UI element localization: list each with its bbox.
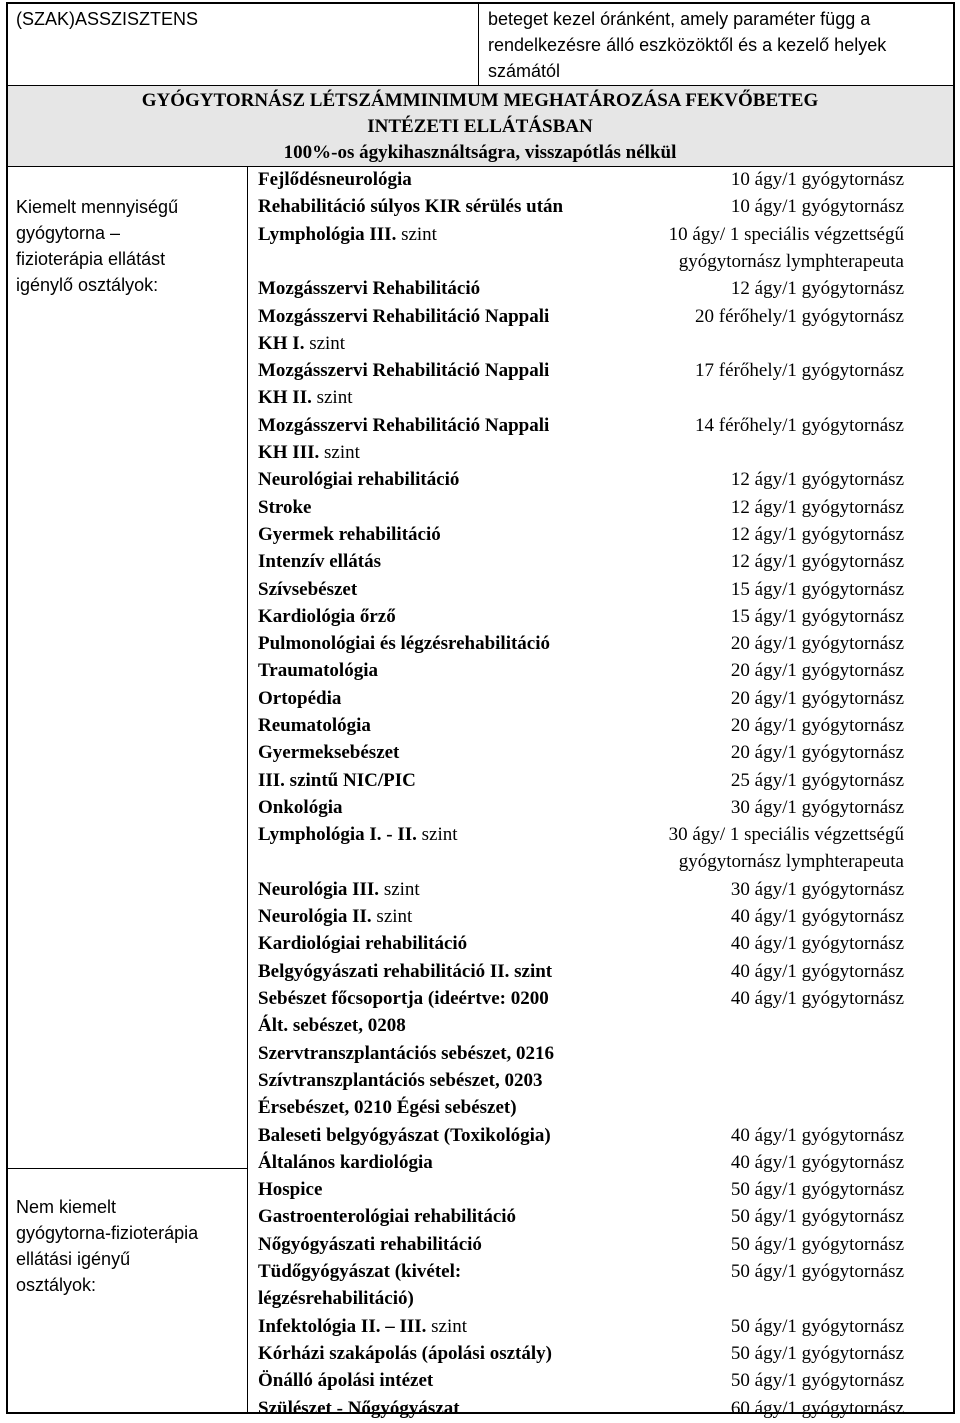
row-label-text: Onkológia — [258, 796, 343, 818]
row-label-text: Gyermeksebészet — [258, 742, 400, 764]
row-label — [258, 1232, 482, 1258]
table-row — [250, 740, 954, 767]
row-ratio: gyógytornász lymphterapeuta — [678, 250, 904, 272]
row-ratio: 50 ágy/1 gyógytornász — [730, 1233, 904, 1255]
row-label — [258, 904, 412, 930]
row-label — [258, 795, 342, 821]
row-label-text: Ortopédia — [258, 687, 342, 709]
row-label-level: szint — [426, 1315, 468, 1337]
top-row-divider — [478, 2, 479, 86]
row-label — [258, 440, 360, 466]
row-ratio: 60 ágy/1 gyógytornász — [730, 1397, 904, 1419]
row-ratio: 50 ágy/1 gyógytornász — [730, 1179, 904, 1201]
row-label-text: Stroke — [258, 496, 312, 518]
table-border-left — [6, 2, 8, 1414]
table-row — [250, 631, 954, 658]
row-ratio: 40 ágy/1 gyógytornász — [730, 1151, 904, 1173]
row-label-text: Pulmonológiai és légzésrehabilitáció — [258, 633, 551, 655]
table-row — [250, 959, 954, 986]
row-ratio: 17 férőhely/1 gyógytornász — [695, 360, 904, 382]
row-ratio: 20 férőhely/1 gyógytornász — [695, 305, 904, 327]
table-row — [250, 904, 954, 931]
row-label — [258, 740, 399, 766]
row-label — [258, 167, 412, 193]
row-label-text: KH III. — [258, 441, 320, 463]
table-row — [250, 768, 954, 795]
row-label-level: szint — [304, 332, 346, 354]
row-label-text: Hospice — [258, 1179, 323, 1201]
table-row — [250, 822, 954, 877]
row-label-level: szint — [311, 387, 353, 409]
row-label-text: Mozgásszervi Rehabilitáció Nappali — [258, 360, 550, 382]
row-label — [258, 1123, 551, 1149]
table-row — [250, 522, 954, 549]
table-row — [250, 1123, 954, 1150]
row-label — [258, 713, 371, 739]
row-label — [258, 1259, 461, 1285]
row-label-text: Traumatológia — [258, 660, 378, 682]
table-row — [250, 713, 954, 740]
table-row — [250, 1150, 954, 1177]
row-ratio: 50 ágy/1 gyógytornász — [730, 1370, 904, 1392]
row-ratio: 30 ágy/1 gyógytornász — [730, 796, 904, 818]
row-label-text: Mozgásszervi Rehabilitáció Nappali — [258, 305, 550, 327]
row-label-text: Infektológia II. – III. — [258, 1315, 427, 1337]
row-label — [258, 1314, 467, 1340]
row-label-text: Neurológia III. — [258, 878, 380, 900]
row-label-level: szint — [396, 223, 437, 245]
row-label-text: Reumatológia — [258, 715, 371, 736]
page-title-line-2: INTÉZETI ELLÁTÁSBAN — [367, 116, 593, 137]
row-label-level: szint — [319, 441, 360, 463]
group-not-highlighted-line-3: ellátási igényű — [16, 1249, 131, 1269]
row-ratio: 20 ágy/1 gyógytornász — [730, 687, 904, 709]
group-highlighted-line-4: igénylő osztályok: — [16, 275, 159, 295]
row-label — [258, 1286, 414, 1312]
row-label — [258, 658, 378, 684]
row-ratio: 20 ágy/1 gyógytornász — [730, 742, 904, 764]
row-label-text: Sebészet főcsoportja (ideértve: 0200 — [258, 988, 549, 1009]
row-label-text: Ált. sebészet, 0208 — [258, 1015, 406, 1037]
row-label-text: Szívsebészet — [258, 578, 358, 600]
row-ratio: 50 ágy/1 gyógytornász — [730, 1342, 904, 1364]
page-title-line-1: GYÓGYTORNÁSZ LÉTSZÁMMINIMUM MEGHATÁROZÁSA FEKVŐBETEG — [141, 90, 819, 111]
row-label-text: Fejlődésneurológia — [258, 169, 412, 190]
table-row — [250, 222, 954, 277]
table-row — [250, 167, 954, 194]
table-row — [250, 276, 954, 303]
row-ratio: 25 ágy/1 gyógytornász — [730, 769, 904, 791]
row-label-text: Szívtranszplantációs sebészet, 0203 — [258, 1069, 543, 1091]
group-highlighted-line-3: fizioterápia ellátást — [16, 249, 166, 269]
row-ratio: 40 ágy/1 gyógytornász — [730, 988, 904, 1009]
row-label-text: Szervtranszplantációs sebészet, 0216 — [258, 1042, 555, 1064]
group-column-divider — [247, 166, 248, 1413]
table-row — [250, 549, 954, 576]
row-label — [258, 1068, 542, 1094]
table-row — [250, 1204, 954, 1231]
row-label-text: Mozgásszervi Rehabilitáció Nappali — [258, 414, 550, 436]
row-ratio: 12 ágy/1 gyógytornász — [730, 496, 904, 518]
table-row — [250, 877, 954, 904]
table-row — [250, 358, 954, 413]
row-label — [258, 1368, 433, 1394]
row-label — [258, 877, 420, 903]
row-ratio: 40 ágy/1 gyógytornász — [730, 933, 904, 955]
table-row — [250, 1396, 954, 1423]
table-row — [250, 1259, 954, 1314]
row-label-text: Kardiológiai rehabilitáció — [258, 933, 468, 955]
row-label-level: szint — [416, 824, 458, 846]
row-label — [258, 631, 550, 657]
row-ratio: 20 ágy/1 gyógytornász — [730, 633, 904, 655]
row-label-text: Önálló ápolási intézet — [258, 1370, 434, 1392]
row-label-text: Lymphológia I. - II. — [258, 824, 417, 846]
table-row — [250, 194, 954, 221]
row-label-text: Mozgásszervi Rehabilitáció — [258, 278, 481, 300]
row-label-text: KH II. — [258, 387, 312, 409]
row-label-text: Lymphológia III. — [258, 223, 397, 245]
table-row — [250, 1368, 954, 1395]
top-row-rule — [6, 85, 955, 86]
row-label — [258, 1341, 552, 1367]
row-label — [258, 276, 480, 302]
table-row — [250, 1177, 954, 1204]
row-label — [258, 1177, 322, 1203]
table-border-top — [6, 2, 955, 4]
row-label-text: Tüdőgyógyászat (kivétel: — [258, 1261, 462, 1282]
row-label — [258, 194, 563, 220]
row-label-text: Érsebészet, 0210 Égési sebészet) — [258, 1097, 517, 1119]
table-row — [250, 686, 954, 713]
group-not-highlighted-line-1: Nem kiemelt — [16, 1197, 117, 1217]
row-label — [258, 549, 381, 575]
table-row — [250, 795, 954, 822]
row-label-text: III. szintű NIC/PIC — [258, 769, 416, 791]
row-label — [258, 604, 396, 630]
table-row — [250, 495, 954, 522]
row-label-text: Kardiológia őrző — [258, 605, 396, 627]
row-label — [258, 1041, 554, 1067]
row-ratio: 50 ágy/1 gyógytornász — [730, 1315, 904, 1337]
row-label — [258, 1095, 517, 1121]
group-highlighted-line-2: gyógytorna – — [16, 223, 121, 243]
row-label-level: szint — [371, 906, 413, 928]
row-ratio: gyógytornász lymphterapeuta — [678, 851, 904, 873]
row-label — [258, 768, 416, 794]
row-ratio: 14 férőhely/1 gyógytornász — [695, 414, 904, 436]
row-label — [258, 413, 549, 439]
row-ratio: 10 ágy/1 gyógytornász — [730, 169, 904, 190]
row-ratio: 12 ágy/1 gyógytornász — [730, 278, 904, 300]
top-left-title: (SZAK)ASSZISZTENS — [16, 9, 199, 29]
row-label-level: szint — [379, 878, 420, 900]
table-row — [250, 413, 954, 468]
table-row — [250, 1232, 954, 1259]
row-label — [258, 1396, 460, 1422]
row-label — [258, 577, 357, 603]
row-ratio: 20 ágy/1 gyógytornász — [730, 715, 904, 736]
row-ratio: 40 ágy/1 gyógytornász — [730, 960, 904, 982]
row-label — [258, 1013, 406, 1039]
group-not-highlighted-line-4: osztályok: — [16, 1275, 97, 1295]
top-right-line-2: rendelkezésre álló eszközöktől és a kezelő helyek — [488, 35, 887, 55]
row-ratio: 50 ágy/1 gyógytornász — [730, 1261, 904, 1282]
row-label-text: légzésrehabilitáció) — [258, 1288, 414, 1310]
row-label — [258, 495, 311, 521]
row-label — [258, 522, 441, 548]
row-label-text: Általános kardiológia — [258, 1151, 433, 1173]
row-label-text: Neurológia II. — [258, 906, 372, 928]
table-row — [250, 604, 954, 631]
row-ratio: 10 ágy/ 1 speciális végzettségű — [668, 223, 904, 245]
row-ratio: 50 ágy/1 gyógytornász — [730, 1206, 904, 1228]
row-label-text: Gastroenterológiai rehabilitáció — [258, 1206, 517, 1228]
row-label-text: Kórházi szakápolás (ápolási osztály) — [258, 1342, 552, 1364]
row-label — [258, 822, 458, 848]
row-label — [258, 358, 549, 384]
row-label-text: KH I. — [258, 332, 305, 354]
table-row — [250, 1341, 954, 1368]
row-ratio: 12 ágy/1 gyógytornász — [730, 469, 904, 491]
row-ratio: 15 ágy/1 gyógytornász — [730, 605, 904, 627]
group-rule — [6, 1168, 248, 1169]
top-right-line-3: számától — [488, 61, 561, 81]
row-label — [258, 385, 353, 411]
row-ratio: 10 ágy/1 gyógytornász — [730, 196, 904, 218]
row-label-text: Belgyógyászati rehabilitáció II. szint — [258, 960, 553, 982]
row-label — [258, 986, 549, 1012]
group-not-highlighted-line-2: gyógytorna-fizioterápia — [16, 1223, 199, 1243]
row-ratio: 30 ágy/1 gyógytornász — [730, 878, 904, 900]
row-label-text: Baleseti belgyógyászat (Toxikológia) — [258, 1124, 551, 1146]
row-label-text: Gyermek rehabilitáció — [258, 523, 441, 545]
table-row — [250, 467, 954, 494]
row-label — [258, 931, 467, 957]
group-highlighted-line-1: Kiemelt mennyiségű — [16, 197, 179, 217]
row-ratio: 12 ágy/1 gyógytornász — [730, 523, 904, 545]
row-ratio: 40 ágy/1 gyógytornász — [730, 906, 904, 928]
table-row — [250, 986, 954, 1123]
row-label — [258, 331, 345, 357]
row-label — [258, 686, 341, 712]
row-ratio: 40 ágy/1 gyógytornász — [730, 1124, 904, 1146]
row-ratio: 15 ágy/1 gyógytornász — [730, 578, 904, 600]
page-subtitle: 100%-os ágykihasználtságra, visszapótlás nélkül — [283, 142, 677, 163]
row-label — [258, 304, 549, 330]
row-label-text: Rehabilitáció súlyos KIR sérülés után — [258, 196, 564, 218]
row-label — [258, 1150, 433, 1176]
row-label-text: Neurológiai rehabilitáció — [258, 469, 460, 491]
row-label — [258, 1204, 516, 1230]
table-row — [250, 658, 954, 685]
row-ratio: 20 ágy/1 gyógytornász — [730, 660, 904, 682]
table-row — [250, 577, 954, 604]
top-right-line-1: beteget kezel óránként, amely paraméter függ a — [488, 9, 871, 29]
row-label — [258, 222, 437, 248]
row-label — [258, 467, 459, 493]
row-label — [258, 959, 552, 985]
table-row — [250, 304, 954, 359]
row-label-text: Nőgyógyászati rehabilitáció — [258, 1233, 482, 1255]
row-ratio: 12 ágy/1 gyógytornász — [730, 551, 904, 573]
row-label-text: Szülészet - Nőgyógyászat — [258, 1397, 460, 1419]
table-row — [250, 931, 954, 958]
table-row — [250, 1314, 954, 1341]
row-ratio: 30 ágy/ 1 speciális végzettségű — [668, 824, 904, 846]
row-label-text: Intenzív ellátás — [258, 551, 381, 573]
